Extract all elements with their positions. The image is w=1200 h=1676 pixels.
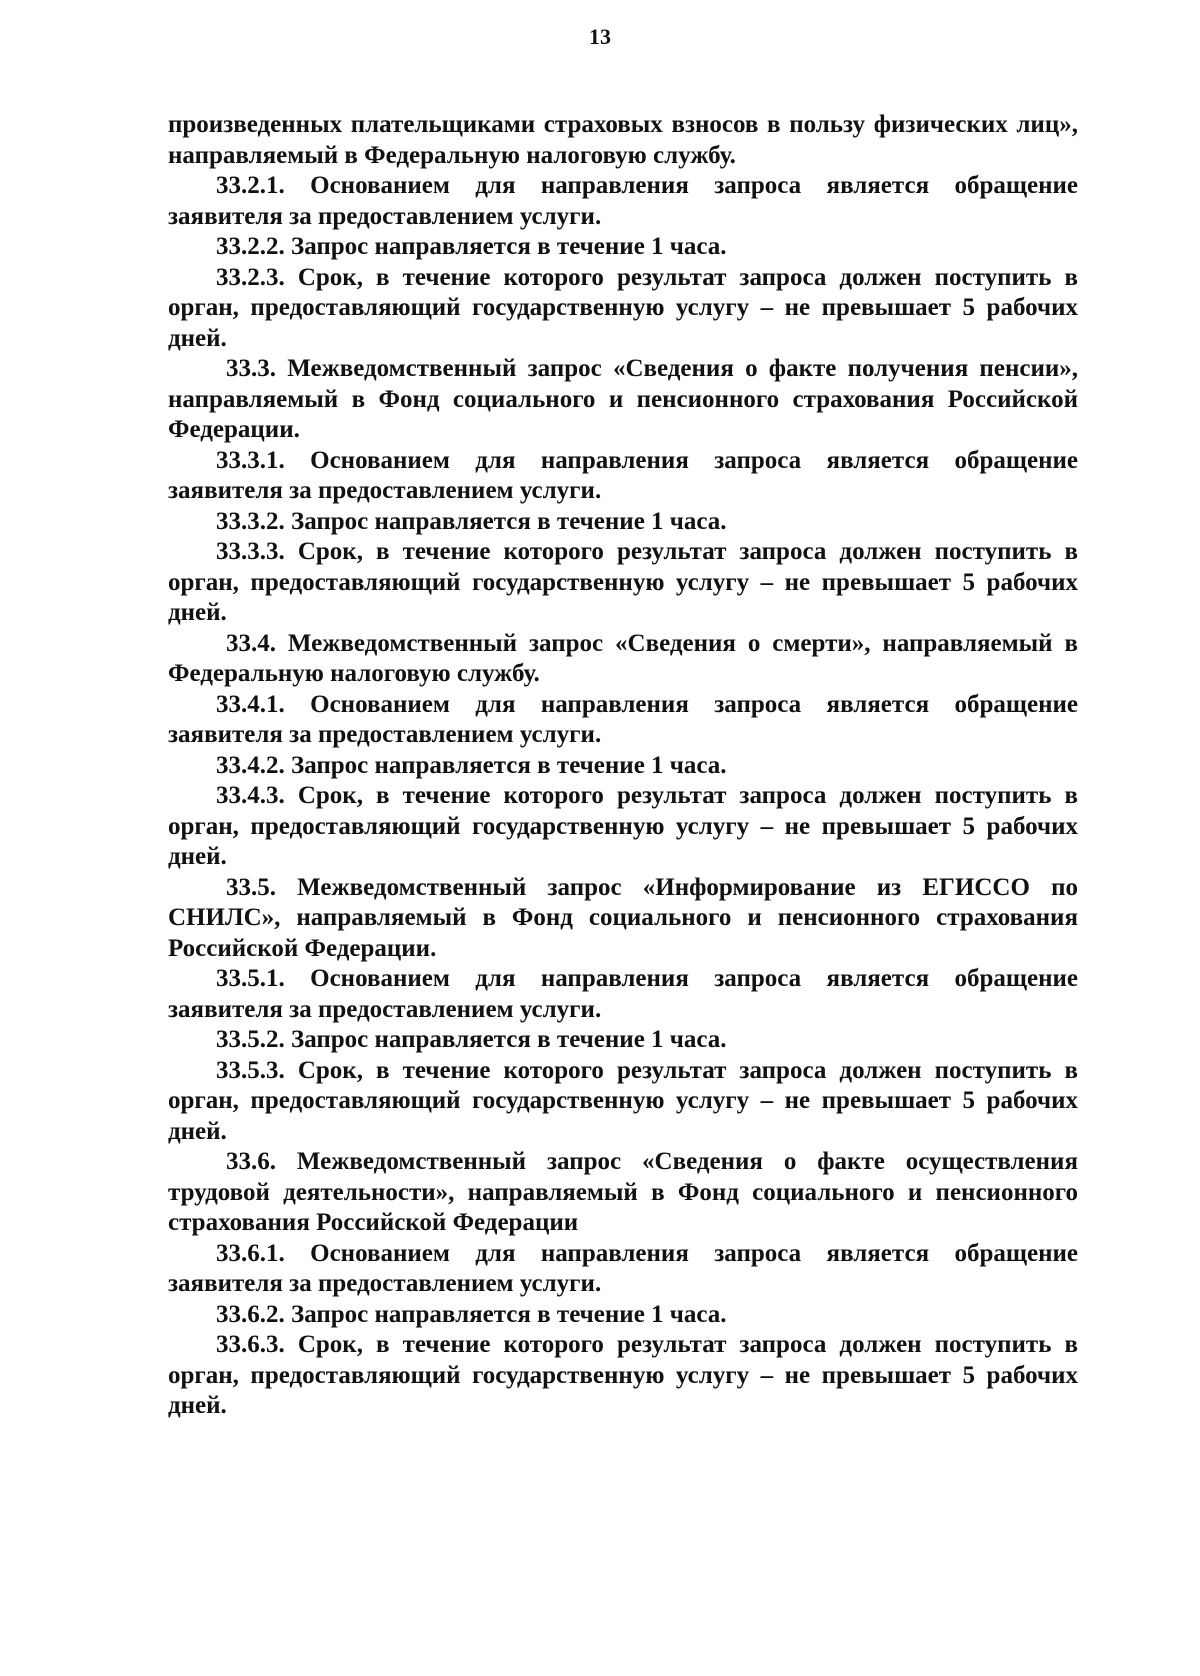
- paragraph-33-5: 33.5. Межведомственный запрос «Информирование из ЕГИССО по СНИЛС», направляемый в Фонд социального и пенсионного страхования Российской Федерации.: [168, 873, 1078, 962]
- paragraph-33-3: 33.3. Межведомственный запрос «Сведения о факте получения пенсии», направляемый в Фонд социального и пенсионного страхования Российской Федерации.: [168, 355, 1078, 443]
- paragraph-33-6-3: 33.6.3. Срок, в течение которого результат запроса должен поступить в орган, предоставляющий государственную услугу – не превышает 5 рабочих дней.: [168, 1331, 1078, 1419]
- paragraph-33-4-2: 33.4.2. Запрос направляется в течение 1 часа.: [216, 751, 727, 779]
- paragraph-33-2-1: 33.2.1. Основанием для направления запроса является обращение заявителя за предоставлением услуги.: [168, 172, 1078, 230]
- paragraph-continuation: произведенных плательщиками страховых взносов в пользу физических лиц», направляемый в Федеральную налоговую службу.: [168, 111, 1078, 169]
- paragraph-33-6: 33.6. Межведомственный запрос «Сведения о факте осуществления трудовой деятельности», направляемый в Фонд социального и пенсионного страхования Российской Федерации: [168, 1148, 1078, 1236]
- paragraph-33-3-3: 33.3.3. Срок, в течение которого результат запроса должен поступить в орган, предоставляющий государственную услугу – не превышает 5 рабочих дней.: [168, 538, 1078, 626]
- page-number: 13: [589, 24, 611, 49]
- paragraph-33-3-2: 33.3.2. Запрос направляется в течение 1 часа.: [216, 507, 727, 535]
- document-body: [168, 110, 1078, 1422]
- paragraph-33-2-2: 33.2.2. Запрос направляется в течение 1 часа.: [216, 233, 727, 260]
- paragraph-33-5-3: 33.5.3. Срок, в течение которого результат запроса должен поступить в орган, предоставляющий государственную услугу – не превышает 5 рабочих дней.: [168, 1056, 1078, 1145]
- paragraph-33-5-2: 33.5.2. Запрос направляется в течение 1 часа.: [216, 1026, 727, 1053]
- paragraph-33-6-1: 33.6.1. Основанием для направления запроса является обращение заявителя за предоставлением услуги.: [168, 1239, 1078, 1297]
- paragraph-33-4: 33.4. Межведомственный запрос «Сведения о смерти», направляемый в Федеральную налоговую службу.: [168, 629, 1078, 687]
- paragraph-33-5-1: 33.5.1. Основанием для направления запроса является обращение заявителя за предоставлением услуги.: [168, 965, 1078, 1023]
- paragraph-33-3-1: 33.3.1. Основанием для направления запроса является обращение заявителя за предоставлением услуги.: [168, 446, 1078, 504]
- paragraph-33-2-3: 33.2.3. Срок, в течение которого результат запроса должен поступить в орган, предоставляющий государственную услугу – не превышает 5 рабочих дней.: [168, 263, 1078, 352]
- paragraph-33-4-3: 33.4.3. Срок, в течение которого результат запроса должен поступить в орган, предоставляющий государственную услугу – не превышает 5 рабочих дней.: [168, 782, 1078, 870]
- paragraph-33-4-1: 33.4.1. Основанием для направления запроса является обращение заявителя за предоставлением услуги.: [168, 690, 1078, 748]
- paragraph-33-6-2: 33.6.2. Запрос направляется в течение 1 часа.: [216, 1300, 727, 1328]
